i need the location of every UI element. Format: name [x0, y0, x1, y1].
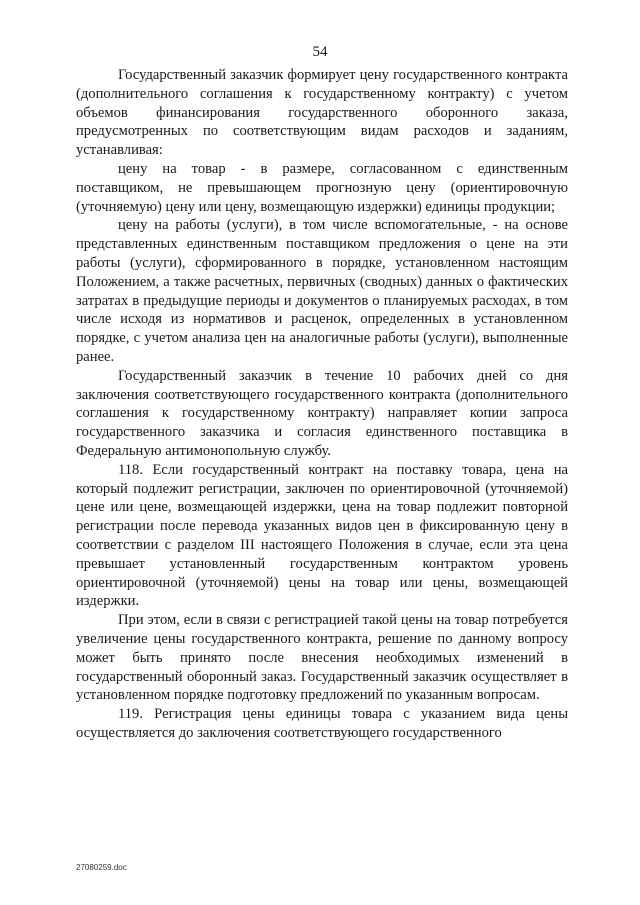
paragraph-clause-119: 119. Регистрация цены единицы товара с указанием вида цены осуществляется до заключения соответствующего государственного: [76, 706, 568, 741]
paragraph-antimonopoly-notice: Государственный заказчик в течение 10 рабочих дней со дня заключения соответствующего государственного контракта (дополнительного соглашения к государственному контракту) направляет копии запроса государственного заказчика и согласия единственного поставщика в Федеральную антимонопольную службу.: [76, 367, 568, 459]
file-name-footer: 27080259.doc: [76, 863, 127, 872]
paragraph-works-price: цену на работы (услуги), в том числе вспомогательные, - на основе представленных единственным поставщиком предложения о цене на эти работы (услуги), сформированного в порядке, установленном настоящим Положением, а также расчетных, первичных (сводных) данных о фактических затратах в предыдущие периоды и документов о планируемых расходах, в том числе исходя из нормативов и расценок, определенных в установленном порядке, с учетом анализа цен на аналогичные работы (услуги), выполненные ранее.: [76, 217, 568, 365]
paragraph-contract-price: Государственный заказчик формирует цену государственного контракта (дополнительного соглашения к государственному контракту) с учетом объемов финансирования государственного оборонного заказа, предусмотренных по соответствующим видам расходов и заданиям, устанавливая:: [76, 67, 568, 159]
body-text: [76, 66, 568, 743]
paragraph-clause-118: 118. Если государственный контракт на поставку товара, цена на который подлежит регистрации, заключен по ориентировочной (уточняемой) цене или цене, возмещающей издержки, цена на товар подлежит повторной регистрации после перевода указанных видов цен в фиксированную цену в соответствии с разделом III настоящего Положения в случае, если эта цена превышает установленный государственным контрактом уровень ориентировочной (уточняемой) цены на товар или цены, возмещающей издержки.: [76, 461, 568, 610]
paragraph-price-increase: При этом, если в связи с регистрацией такой цены на товар потребуется увеличение цены государственного контракта, решение по данному вопросу может быть принято после внесения необходимых изменений в государственный оборонный заказ. Государственный заказчик осуществляет в установленном порядке подготовку предложений по указанным вопросам.: [76, 612, 568, 704]
paragraph-goods-price: цену на товар - в размере, согласованном с единственным поставщиком, не превышающем прогнозную цену (ориентировочную (уточняемую) цену или цену, возмещающую издержки) единицы продукции;: [76, 160, 568, 215]
page-number: 54: [312, 44, 328, 60]
